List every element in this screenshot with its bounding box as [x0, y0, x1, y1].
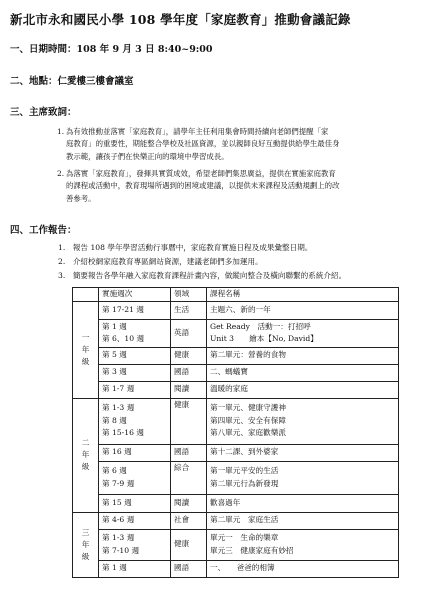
item-number: 1. [57, 127, 65, 136]
table-header-row [73, 288, 399, 302]
weeks-line: 第 1-7 週 [102, 384, 135, 394]
table-row [73, 398, 399, 444]
speech-line: 為有效推動並落實「家庭教育」，請學年主任利用集會時間持續向老師們提醒「家 [66, 127, 329, 136]
course-line: 溫暖的家庭 [210, 384, 248, 394]
weeks-cell [99, 381, 171, 398]
course-cell [207, 512, 399, 529]
weeks-line: 第 17-21 週 [102, 304, 144, 314]
weeks-line: 第 7-10 週 [102, 545, 140, 555]
speech-line: 善參考。 [66, 193, 96, 203]
domain-cell: 國語 [171, 560, 207, 577]
course-line: 二、螞蟻寶 [210, 367, 248, 377]
table-row [73, 494, 399, 512]
grade-cell [73, 301, 99, 398]
domain-cell: 國語 [171, 444, 207, 461]
item-number: 2. [57, 169, 65, 178]
course-cell [207, 461, 399, 494]
curriculum-table [72, 287, 399, 578]
grade-label: 一 年 級 [81, 332, 90, 366]
weeks-cell [99, 461, 171, 494]
domain-cell: 健康 [171, 529, 207, 560]
course-line: 第十二課、到外婆家 [210, 447, 279, 457]
weeks-line: 第 1 週 [102, 321, 127, 331]
work-report-item-1: 1. 報告 108 學年學習活動行事曆中，家庭教育實施日程及成果彙整日期。 [58, 243, 313, 252]
course-cell [207, 364, 399, 381]
domain-cell: 閱讀 [171, 381, 207, 398]
work-report-item-2: 2. 介紹校網家庭教育專區網站資源，建議老師們多加運用。 [58, 257, 263, 266]
work-report-heading: 四、工作報告： [10, 225, 77, 236]
weeks-cell [99, 347, 171, 364]
table-row [73, 444, 399, 461]
course-line: 第一單元、健康守護神 [210, 403, 286, 413]
weeks-line: 第 1-3 週 [102, 403, 135, 413]
chair-speech-item-2 [57, 168, 406, 205]
weeks-line: 第 1-3 週 [102, 533, 135, 542]
table-row [73, 529, 399, 560]
meeting-datetime: 一、日期時間：108 年 9 月 3 日 8:40~9:00 [10, 44, 213, 55]
course-cell [207, 529, 399, 560]
grade-cell [73, 398, 99, 512]
weeks-line: 第 15 週 [102, 497, 132, 507]
grade-label: 三 年 級 [81, 527, 90, 561]
weeks-line: 第 6、10 週 [102, 334, 145, 344]
meeting-location: 二、地點：仁愛樓三樓會議室 [10, 76, 134, 87]
table-row [73, 381, 399, 398]
weeks-cell [99, 364, 171, 381]
speech-line: 為落實「家庭教育」，發揮具實質成效，希望老師們集思廣益，提供在實施家庭教育 [66, 169, 336, 178]
table-row [73, 512, 399, 529]
header-cell: 實施週次 [99, 288, 171, 302]
table-row [73, 461, 399, 494]
weeks-line: 第 7-9 週 [102, 478, 135, 488]
weeks-line: 第 8 週 [102, 415, 127, 425]
weeks-line: 第 15-16 週 [102, 428, 144, 438]
course-cell [207, 301, 399, 319]
table-row [73, 301, 399, 319]
weeks-line: 第 1 週 [102, 563, 127, 573]
domain-cell: 生活 [171, 301, 207, 319]
grade-label: 二 年 級 [81, 438, 90, 472]
course-cell [207, 494, 399, 512]
domain-cell: 健康 [171, 398, 207, 444]
domain-cell: 社會 [171, 512, 207, 529]
chair-speech-heading: 三、主席致詞： [10, 107, 77, 118]
table-row [73, 560, 399, 577]
course-line: 第二單元 家庭生活 [210, 515, 279, 525]
speech-line: 教示範，讓孩子們在快樂正向的環境中學習成長。 [66, 151, 229, 161]
weeks-cell [99, 560, 171, 577]
domain-cell: 健康 [171, 347, 207, 364]
course-cell [207, 398, 399, 444]
course-cell [207, 444, 399, 461]
course-line: 一、 爸爸的相簿 [210, 563, 275, 573]
header-cell: 領域 [171, 288, 207, 302]
course-line: Unit 3 繪本【No, David】 [210, 334, 318, 344]
course-line: 第四單元、安全有保障 [210, 415, 286, 425]
weeks-cell [99, 444, 171, 461]
weeks-cell [99, 494, 171, 512]
weeks-line: 第 4-6 週 [102, 515, 135, 525]
page-title: 新北市永和國民小學 108 學年度「家庭教育」推動會議記錄 [10, 12, 351, 27]
domain-cell: 綜合 [171, 461, 207, 494]
weeks-cell [99, 301, 171, 319]
course-line: 第二單元：營養的食物 [210, 350, 286, 360]
course-cell [207, 347, 399, 364]
weeks-cell [99, 512, 171, 529]
grade-cell [73, 512, 99, 577]
course-line: 第一單元平安的生活 [210, 466, 279, 475]
work-report-item-3: 3. 簡要報告各學年融入家庭教育課程計畫內容，做縱向整合及橫向聯繫的系統介紹。 [58, 271, 347, 280]
header-cell: 課程名稱 [207, 288, 399, 302]
weeks-cell [99, 529, 171, 560]
course-cell [207, 381, 399, 398]
course-line: 單元三 健康家庭有妙招 [210, 545, 294, 555]
domain-cell: 國語 [171, 364, 207, 381]
course-line: 單元一 生命的樂章 [210, 533, 279, 542]
speech-line: 庭教育」的重要性，期能整合學校及社區資源，並以親師良好互動提供給學生最佳身 [66, 139, 340, 149]
domain-cell: 閱讀 [171, 494, 207, 512]
weeks-line: 第 5 週 [102, 350, 127, 360]
table-row [73, 319, 399, 347]
course-cell [207, 319, 399, 347]
course-line: 第八單元、家庭歡樂派 [210, 428, 286, 438]
table-row [73, 364, 399, 381]
weeks-cell [99, 319, 171, 347]
weeks-line: 第 3 週 [102, 367, 127, 377]
header-cell [73, 288, 99, 302]
course-line: 主題六、新的一年 [210, 304, 271, 314]
table-row [73, 347, 399, 364]
course-line: 歡喜過年 [210, 497, 241, 507]
weeks-cell [99, 398, 171, 444]
course-line: 第二單元行為新發現 [210, 478, 279, 488]
speech-line: 的課程或活動中，教育現場所遇到的困境或建議，以提供未來課程及活動規劃上的改 [66, 181, 340, 191]
course-cell [207, 560, 399, 577]
domain-cell: 英語 [171, 319, 207, 347]
chair-speech-item-1 [57, 126, 406, 163]
course-line: Get Ready 活動一：打招呼 [210, 321, 311, 331]
weeks-line: 第 16 週 [102, 447, 132, 457]
weeks-line: 第 6 週 [102, 466, 127, 475]
